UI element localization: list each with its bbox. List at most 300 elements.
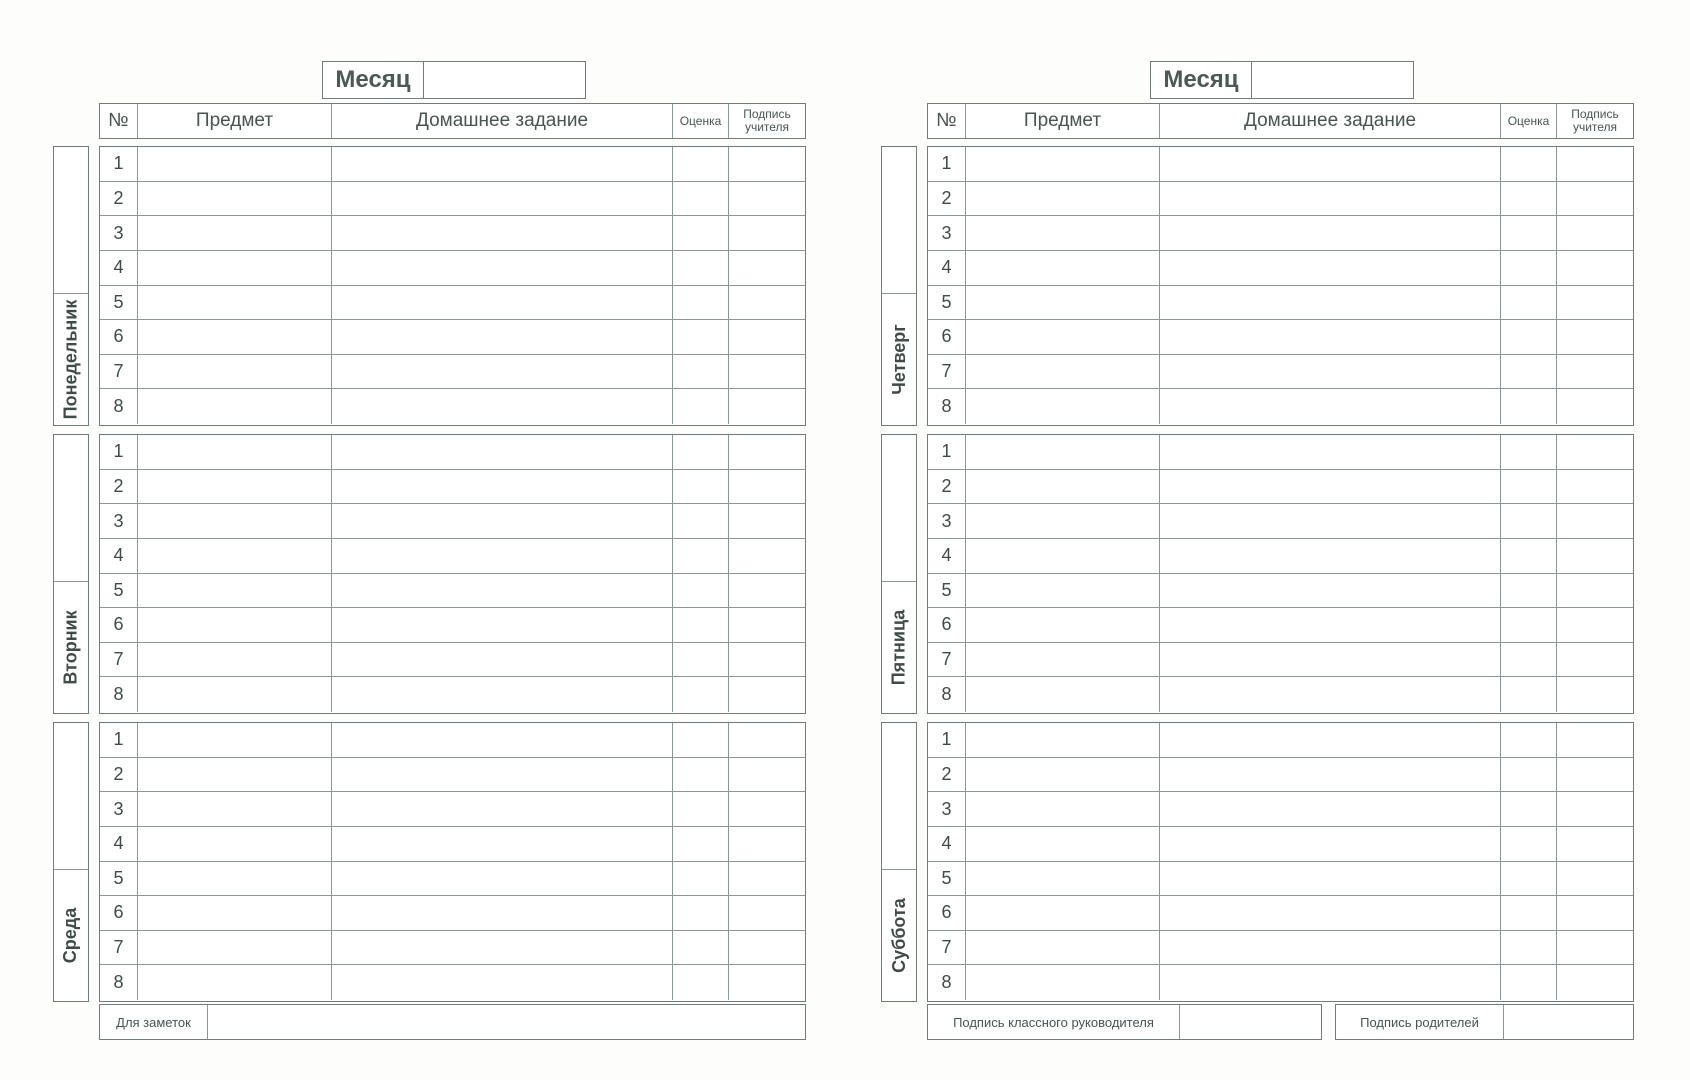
lesson-number: 6 xyxy=(928,608,966,642)
subject-cell[interactable] xyxy=(138,643,332,677)
lesson-row xyxy=(928,965,1633,1000)
homework-cell[interactable] xyxy=(332,758,673,792)
lesson-number: 1 xyxy=(928,723,966,757)
teacher-signature-cell[interactable] xyxy=(729,827,805,861)
teacher-signature-cell[interactable] xyxy=(729,389,805,424)
lesson-number: 5 xyxy=(100,862,138,896)
homework-cell[interactable] xyxy=(332,389,673,424)
homework-cell[interactable] xyxy=(1160,792,1501,826)
teacher-signature-cell[interactable] xyxy=(1557,792,1633,826)
day-name-wrap xyxy=(882,293,916,427)
grade-cell[interactable] xyxy=(1501,896,1557,930)
teacher-signature-cell[interactable] xyxy=(1557,643,1633,677)
homework-cell[interactable] xyxy=(1160,251,1501,285)
homework-cell[interactable] xyxy=(1160,608,1501,642)
homework-cell[interactable] xyxy=(1160,435,1501,469)
homework-cell[interactable] xyxy=(332,216,673,250)
lesson-row xyxy=(928,470,1633,505)
teacher-signature-cell[interactable] xyxy=(729,320,805,354)
homework-cell[interactable] xyxy=(1160,286,1501,320)
homework-cell[interactable] xyxy=(332,286,673,320)
subject-cell[interactable] xyxy=(966,862,1160,896)
homework-cell[interactable] xyxy=(1160,758,1501,792)
subject-cell[interactable] xyxy=(966,758,1160,792)
day-label-box xyxy=(53,146,89,426)
lesson-number: 1 xyxy=(100,723,138,757)
day-name: Среда xyxy=(60,908,81,964)
lesson-number: 2 xyxy=(928,758,966,792)
lesson-number: 3 xyxy=(928,792,966,826)
grade-cell[interactable] xyxy=(1501,355,1557,389)
homework-cell[interactable] xyxy=(1160,896,1501,930)
lesson-number: 7 xyxy=(928,355,966,389)
homework-cell[interactable] xyxy=(332,355,673,389)
grade-cell[interactable] xyxy=(1501,931,1557,965)
grade-cell[interactable] xyxy=(673,677,729,712)
subject-cell[interactable] xyxy=(966,792,1160,826)
day-name: Четверг xyxy=(888,324,909,396)
homework-cell[interactable] xyxy=(1160,574,1501,608)
homework-cell[interactable] xyxy=(1160,723,1501,757)
lesson-number: 1 xyxy=(928,147,966,181)
subject-cell[interactable] xyxy=(966,216,1160,250)
lesson-row xyxy=(100,792,805,827)
teacher-signature-cell[interactable] xyxy=(1557,758,1633,792)
homework-cell[interactable] xyxy=(1160,355,1501,389)
subject-cell[interactable] xyxy=(138,792,332,826)
grade-cell[interactable] xyxy=(673,251,729,285)
lesson-number: 7 xyxy=(100,355,138,389)
grade-cell[interactable] xyxy=(673,723,729,757)
header-grade: Оценка xyxy=(1501,104,1557,138)
subject-cell[interactable] xyxy=(138,470,332,504)
lesson-row xyxy=(928,827,1633,862)
parents-signature-box xyxy=(1335,1004,1634,1040)
teacher-signature-cell[interactable] xyxy=(729,574,805,608)
month-box xyxy=(322,61,586,99)
grade-cell[interactable] xyxy=(1501,758,1557,792)
teacher-signature-cell[interactable] xyxy=(1557,677,1633,712)
teacher-signature-cell[interactable] xyxy=(729,931,805,965)
grade-cell[interactable] xyxy=(673,792,729,826)
lesson-row xyxy=(100,147,805,182)
teacher-signature-cell[interactable] xyxy=(729,355,805,389)
grade-cell[interactable] xyxy=(1501,470,1557,504)
parents-signature-input[interactable] xyxy=(1504,1005,1633,1039)
homework-cell[interactable] xyxy=(1160,182,1501,216)
subject-cell[interactable] xyxy=(138,182,332,216)
grade-cell[interactable] xyxy=(673,643,729,677)
grade-cell[interactable] xyxy=(1501,643,1557,677)
subject-cell[interactable] xyxy=(966,435,1160,469)
subject-cell[interactable] xyxy=(966,504,1160,538)
teacher-signature-cell[interactable] xyxy=(1557,862,1633,896)
teacher-signature-cell[interactable] xyxy=(729,539,805,573)
teacher-signature-cell[interactable] xyxy=(1557,286,1633,320)
homework-cell[interactable] xyxy=(332,539,673,573)
homework-cell[interactable] xyxy=(332,608,673,642)
subject-cell[interactable] xyxy=(966,677,1160,712)
grade-cell[interactable] xyxy=(1501,504,1557,538)
teacher-signature-cell[interactable] xyxy=(729,758,805,792)
homework-cell[interactable] xyxy=(1160,504,1501,538)
homework-cell[interactable] xyxy=(1160,931,1501,965)
subject-cell[interactable] xyxy=(138,147,332,181)
teacher-signature-cell[interactable] xyxy=(1557,539,1633,573)
subject-cell[interactable] xyxy=(138,216,332,250)
teacher-signature-cell[interactable] xyxy=(729,147,805,181)
grade-cell[interactable] xyxy=(673,896,729,930)
lesson-row xyxy=(100,539,805,574)
teacher-signature-cell[interactable] xyxy=(729,435,805,469)
lesson-row xyxy=(100,677,805,712)
lesson-grid xyxy=(927,146,1634,426)
lesson-number: 8 xyxy=(100,965,138,1000)
subject-cell[interactable] xyxy=(138,574,332,608)
grade-cell[interactable] xyxy=(673,758,729,792)
lesson-row xyxy=(928,896,1633,931)
subject-cell[interactable] xyxy=(138,355,332,389)
parents-signature-label: Подпись родителей xyxy=(1336,1005,1504,1039)
lesson-number: 5 xyxy=(100,574,138,608)
teacher-signature-cell[interactable] xyxy=(1557,182,1633,216)
lesson-row xyxy=(928,320,1633,355)
teacher-signature-cell[interactable] xyxy=(1557,320,1633,354)
homework-cell[interactable] xyxy=(332,862,673,896)
notes-input[interactable] xyxy=(208,1005,805,1039)
lesson-number: 3 xyxy=(100,792,138,826)
grade-cell[interactable] xyxy=(1501,320,1557,354)
table-header xyxy=(927,103,1634,139)
teacher-signature-cell[interactable] xyxy=(1557,355,1633,389)
lesson-number: 6 xyxy=(100,896,138,930)
lesson-number: 4 xyxy=(100,251,138,285)
lesson-number: 1 xyxy=(100,147,138,181)
homework-cell[interactable] xyxy=(332,182,673,216)
homework-cell[interactable] xyxy=(332,251,673,285)
lesson-number: 8 xyxy=(928,389,966,424)
homework-cell[interactable] xyxy=(332,643,673,677)
class-teacher-signature-input[interactable] xyxy=(1180,1005,1321,1039)
lesson-row xyxy=(100,470,805,505)
lesson-number: 7 xyxy=(928,643,966,677)
subject-cell[interactable] xyxy=(138,389,332,424)
lesson-row xyxy=(928,182,1633,217)
homework-cell[interactable] xyxy=(1160,389,1501,424)
grade-cell[interactable] xyxy=(673,504,729,538)
month-input[interactable] xyxy=(1252,62,1413,98)
subject-cell[interactable] xyxy=(966,896,1160,930)
homework-cell[interactable] xyxy=(1160,643,1501,677)
class-teacher-signature-label: Подпись классного руководителя xyxy=(928,1005,1180,1039)
homework-cell[interactable] xyxy=(332,435,673,469)
homework-cell[interactable] xyxy=(332,470,673,504)
teacher-signature-cell[interactable] xyxy=(729,862,805,896)
lesson-row xyxy=(928,539,1633,574)
teacher-signature-cell[interactable] xyxy=(1557,435,1633,469)
homework-cell[interactable] xyxy=(332,896,673,930)
lesson-number: 8 xyxy=(100,677,138,712)
teacher-signature-cell[interactable] xyxy=(1557,827,1633,861)
subject-cell[interactable] xyxy=(966,827,1160,861)
lesson-row xyxy=(928,758,1633,793)
grade-cell[interactable] xyxy=(1501,792,1557,826)
subject-cell[interactable] xyxy=(966,389,1160,424)
grade-cell[interactable] xyxy=(673,286,729,320)
homework-cell[interactable] xyxy=(332,320,673,354)
subject-cell[interactable] xyxy=(966,608,1160,642)
grade-cell[interactable] xyxy=(1501,216,1557,250)
homework-cell[interactable] xyxy=(332,723,673,757)
header-grade: Оценка xyxy=(673,104,729,138)
homework-cell[interactable] xyxy=(1160,677,1501,712)
lesson-row xyxy=(100,643,805,678)
teacher-signature-cell[interactable] xyxy=(1557,147,1633,181)
homework-cell[interactable] xyxy=(1160,216,1501,250)
subject-cell[interactable] xyxy=(966,251,1160,285)
homework-cell[interactable] xyxy=(332,147,673,181)
teacher-signature-cell[interactable] xyxy=(729,216,805,250)
lesson-number: 4 xyxy=(100,539,138,573)
teacher-signature-cell[interactable] xyxy=(729,792,805,826)
lesson-number: 7 xyxy=(100,643,138,677)
grade-cell[interactable] xyxy=(1501,827,1557,861)
right-page xyxy=(845,0,1690,1080)
lesson-number: 5 xyxy=(928,862,966,896)
subject-cell[interactable] xyxy=(138,965,332,1000)
notes-label: Для заметок xyxy=(100,1005,208,1039)
grade-cell[interactable] xyxy=(673,435,729,469)
grade-cell[interactable] xyxy=(673,147,729,181)
teacher-signature-cell[interactable] xyxy=(1557,216,1633,250)
lesson-row xyxy=(928,147,1633,182)
lesson-row xyxy=(928,608,1633,643)
grade-cell[interactable] xyxy=(1501,251,1557,285)
subject-cell[interactable] xyxy=(966,723,1160,757)
teacher-signature-cell[interactable] xyxy=(729,643,805,677)
subject-cell[interactable] xyxy=(966,355,1160,389)
subject-cell[interactable] xyxy=(138,286,332,320)
teacher-signature-cell[interactable] xyxy=(1557,389,1633,424)
lesson-row xyxy=(928,355,1633,390)
lesson-row xyxy=(928,216,1633,251)
header-number: № xyxy=(100,104,138,138)
grade-cell[interactable] xyxy=(1501,965,1557,1000)
subject-cell[interactable] xyxy=(966,965,1160,1000)
subject-cell[interactable] xyxy=(138,931,332,965)
homework-cell[interactable] xyxy=(332,931,673,965)
teacher-signature-cell[interactable] xyxy=(1557,723,1633,757)
grade-cell[interactable] xyxy=(673,216,729,250)
grade-cell[interactable] xyxy=(673,182,729,216)
lesson-number: 5 xyxy=(100,286,138,320)
subject-cell[interactable] xyxy=(138,896,332,930)
homework-cell[interactable] xyxy=(332,574,673,608)
subject-cell[interactable] xyxy=(138,723,332,757)
header-subject: Предмет xyxy=(138,104,332,138)
lesson-row xyxy=(928,574,1633,609)
homework-cell[interactable] xyxy=(1160,320,1501,354)
day-label-box xyxy=(881,434,917,714)
subject-cell[interactable] xyxy=(966,147,1160,181)
grade-cell[interactable] xyxy=(673,862,729,896)
subject-cell[interactable] xyxy=(966,643,1160,677)
subject-cell[interactable] xyxy=(966,470,1160,504)
grade-cell[interactable] xyxy=(1501,539,1557,573)
subject-cell[interactable] xyxy=(966,931,1160,965)
lesson-number: 8 xyxy=(928,965,966,1000)
lesson-row xyxy=(100,435,805,470)
subject-cell[interactable] xyxy=(966,182,1160,216)
lesson-number: 3 xyxy=(928,504,966,538)
grade-cell[interactable] xyxy=(673,470,729,504)
grade-cell[interactable] xyxy=(673,827,729,861)
lesson-number: 4 xyxy=(928,539,966,573)
teacher-signature-cell[interactable] xyxy=(729,286,805,320)
lesson-row xyxy=(100,574,805,609)
subject-cell[interactable] xyxy=(138,320,332,354)
grade-cell[interactable] xyxy=(673,608,729,642)
lesson-number: 3 xyxy=(100,504,138,538)
grade-cell[interactable] xyxy=(1501,862,1557,896)
grade-cell[interactable] xyxy=(1501,574,1557,608)
homework-cell[interactable] xyxy=(332,792,673,826)
teacher-signature-cell[interactable] xyxy=(729,965,805,1000)
header-teacher-signature xyxy=(1557,104,1633,138)
teacher-signature-cell[interactable] xyxy=(729,608,805,642)
teacher-signature-cell[interactable] xyxy=(1557,608,1633,642)
grade-cell[interactable] xyxy=(673,574,729,608)
teacher-signature-cell[interactable] xyxy=(1557,896,1633,930)
lesson-row xyxy=(928,862,1633,897)
teacher-signature-cell[interactable] xyxy=(1557,504,1633,538)
homework-cell[interactable] xyxy=(332,677,673,712)
lesson-row xyxy=(928,251,1633,286)
lesson-row xyxy=(100,251,805,286)
lesson-number: 1 xyxy=(928,435,966,469)
grade-cell[interactable] xyxy=(673,320,729,354)
teacher-signature-cell[interactable] xyxy=(1557,965,1633,1000)
subject-cell[interactable] xyxy=(138,758,332,792)
lesson-row xyxy=(100,286,805,321)
day-name: Суббота xyxy=(888,898,909,974)
lesson-row xyxy=(100,504,805,539)
teacher-signature-cell[interactable] xyxy=(1557,470,1633,504)
grade-cell[interactable] xyxy=(1501,608,1557,642)
grade-cell[interactable] xyxy=(1501,723,1557,757)
lesson-grid xyxy=(99,434,806,714)
subject-cell[interactable] xyxy=(138,677,332,712)
subject-cell[interactable] xyxy=(138,435,332,469)
homework-cell[interactable] xyxy=(1160,965,1501,1000)
lesson-number: 6 xyxy=(928,896,966,930)
grade-cell[interactable] xyxy=(673,355,729,389)
lesson-number: 4 xyxy=(928,251,966,285)
lesson-number: 4 xyxy=(100,827,138,861)
day-name: Вторник xyxy=(60,610,81,685)
homework-cell[interactable] xyxy=(332,504,673,538)
teacher-signature-cell[interactable] xyxy=(729,677,805,712)
header-teacher-signature-line2: учителя xyxy=(744,120,790,134)
table-header xyxy=(99,103,806,139)
grade-cell[interactable] xyxy=(1501,389,1557,424)
lesson-row xyxy=(100,608,805,643)
homework-cell[interactable] xyxy=(1160,147,1501,181)
teacher-signature-cell[interactable] xyxy=(729,470,805,504)
teacher-signature-cell[interactable] xyxy=(1557,251,1633,285)
lesson-grid xyxy=(927,434,1634,714)
subject-cell[interactable] xyxy=(138,251,332,285)
teacher-signature-cell[interactable] xyxy=(729,251,805,285)
homework-cell[interactable] xyxy=(332,965,673,1000)
subject-cell[interactable] xyxy=(966,539,1160,573)
lesson-number: 2 xyxy=(100,182,138,216)
lesson-row xyxy=(928,723,1633,758)
teacher-signature-cell[interactable] xyxy=(1557,931,1633,965)
grade-cell[interactable] xyxy=(673,965,729,1000)
day-name-wrap xyxy=(882,581,916,715)
day-name: Понедельник xyxy=(60,299,81,420)
subject-cell[interactable] xyxy=(138,862,332,896)
lesson-row xyxy=(928,504,1633,539)
subject-cell[interactable] xyxy=(138,539,332,573)
month-label: Месяц xyxy=(1151,62,1252,98)
grade-cell[interactable] xyxy=(673,539,729,573)
day-name-wrap xyxy=(882,869,916,1003)
teacher-signature-cell[interactable] xyxy=(729,896,805,930)
subject-cell[interactable] xyxy=(138,608,332,642)
teacher-signature-cell[interactable] xyxy=(1557,574,1633,608)
lesson-number: 2 xyxy=(100,470,138,504)
month-input[interactable] xyxy=(424,62,585,98)
grade-cell[interactable] xyxy=(673,389,729,424)
teacher-signature-cell[interactable] xyxy=(729,182,805,216)
grade-cell[interactable] xyxy=(1501,182,1557,216)
day-label-box xyxy=(53,722,89,1002)
homework-cell[interactable] xyxy=(1160,539,1501,573)
homework-cell[interactable] xyxy=(332,827,673,861)
header-teacher-signature-line2: учителя xyxy=(1572,120,1618,134)
lesson-number: 7 xyxy=(100,931,138,965)
subject-cell[interactable] xyxy=(966,286,1160,320)
subject-cell[interactable] xyxy=(138,827,332,861)
lesson-grid xyxy=(99,722,806,1002)
lesson-number: 6 xyxy=(100,320,138,354)
grade-cell[interactable] xyxy=(1501,147,1557,181)
subject-cell[interactable] xyxy=(138,504,332,538)
teacher-signature-cell[interactable] xyxy=(729,723,805,757)
teacher-signature-cell[interactable] xyxy=(729,504,805,538)
lesson-number: 3 xyxy=(100,216,138,250)
lesson-grid xyxy=(927,722,1634,1002)
lesson-row xyxy=(100,355,805,390)
lesson-number: 5 xyxy=(928,286,966,320)
grade-cell[interactable] xyxy=(1501,677,1557,712)
lesson-row xyxy=(928,389,1633,424)
homework-cell[interactable] xyxy=(1160,862,1501,896)
subject-cell[interactable] xyxy=(966,320,1160,354)
lesson-row xyxy=(100,320,805,355)
lesson-number: 4 xyxy=(928,827,966,861)
homework-cell[interactable] xyxy=(1160,470,1501,504)
grade-cell[interactable] xyxy=(673,931,729,965)
grade-cell[interactable] xyxy=(1501,286,1557,320)
lesson-number: 2 xyxy=(100,758,138,792)
subject-cell[interactable] xyxy=(966,574,1160,608)
header-homework: Домашнее задание xyxy=(1160,104,1501,138)
grade-cell[interactable] xyxy=(1501,435,1557,469)
homework-cell[interactable] xyxy=(1160,827,1501,861)
